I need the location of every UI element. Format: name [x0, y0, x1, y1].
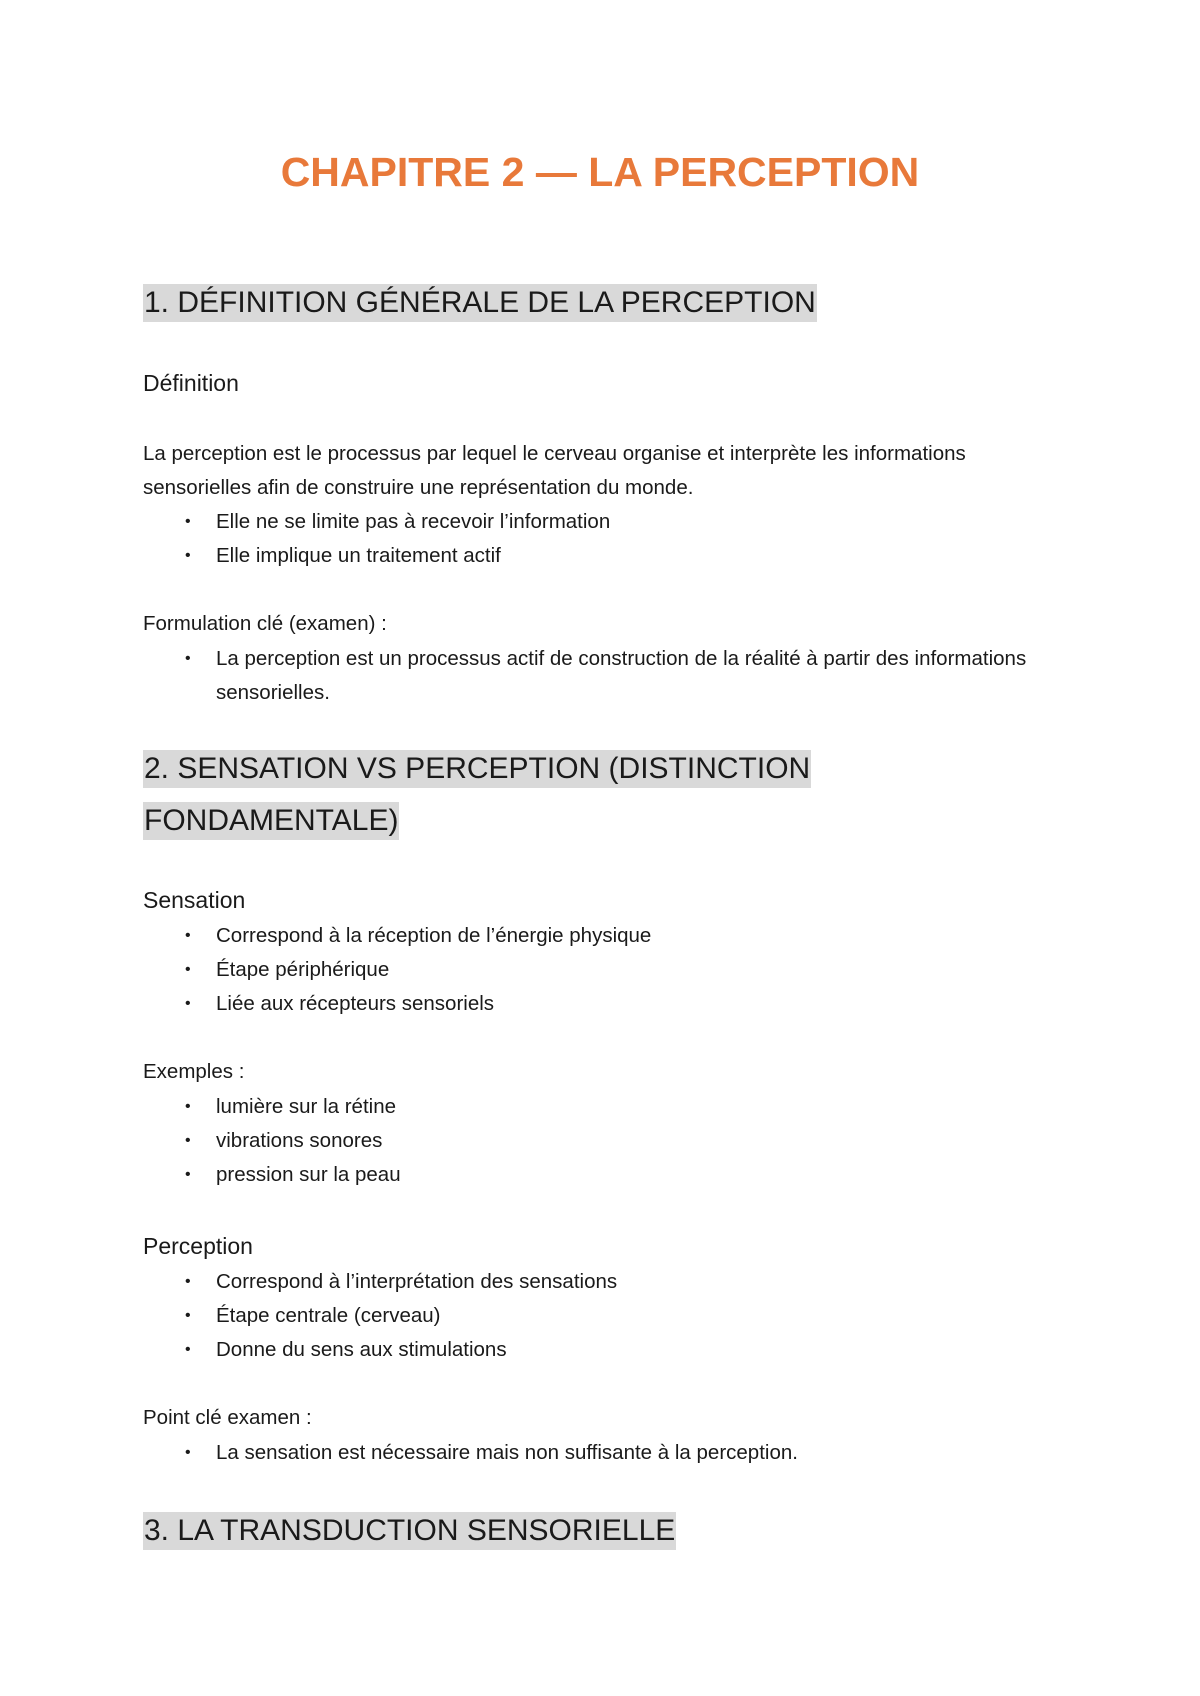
sensation-bullet-list	[143, 919, 1043, 1021]
bullet-icon: •	[185, 513, 191, 530]
definition-subheading: Définition	[143, 370, 239, 396]
section-1-heading	[143, 277, 817, 329]
list-item: • Liée aux récepteurs sensoriels	[143, 987, 1043, 1021]
list-item: • vibrations sonores	[143, 1124, 1043, 1158]
list-item: • Elle ne se limite pas à recevoir l’information	[143, 505, 1043, 539]
bullet-icon: •	[185, 961, 191, 978]
definition-bullet-list	[143, 505, 1043, 573]
bullet-icon: •	[185, 1341, 191, 1358]
list-item: • Correspond à la réception de l’énergie physique	[143, 919, 1043, 953]
list-item: • Étape périphérique	[143, 953, 1043, 987]
document-title: CHAPITRE 2 — LA PERCEPTION	[280, 149, 920, 195]
key-formulation-label: Formulation clé (examen) :	[143, 612, 387, 635]
bullet-icon: •	[185, 1132, 191, 1149]
list-item: • lumière sur la rétine	[143, 1090, 1043, 1124]
section-1-heading-text: 1. DÉFINITION GÉNÉRALE DE LA PERCEPTION	[143, 284, 817, 322]
list-item: • Elle implique un traitement actif	[143, 539, 1043, 573]
key-point-list	[143, 1436, 1043, 1470]
list-item: • Étape centrale (cerveau)	[143, 1299, 1043, 1333]
bullet-icon: •	[185, 995, 191, 1012]
key-formulation-list	[143, 642, 1043, 710]
definition-paragraph: La perception est le processus par lequel le cerveau organise et interprète les informations sensorielles afin de construire une représentation du monde.	[143, 442, 966, 499]
list-item: • pression sur la peau	[143, 1158, 1043, 1192]
bullet-icon: •	[185, 1307, 191, 1324]
list-item: • Donne du sens aux stimulations	[143, 1333, 1043, 1367]
bullet-icon: •	[185, 1273, 191, 1290]
bullet-icon: •	[185, 547, 191, 564]
bullet-icon: •	[185, 650, 191, 667]
section-3-heading-text: 3. LA TRANSDUCTION SENSORIELLE	[143, 1512, 676, 1550]
section-2-heading-text: 2. SENSATION VS PERCEPTION (DISTINCTION FONDAMENTALE)	[143, 750, 811, 840]
perception-bullet-list	[143, 1265, 1043, 1367]
bullet-icon: •	[185, 1166, 191, 1183]
examples-bullet-list	[143, 1090, 1043, 1192]
bullet-icon: •	[185, 927, 191, 944]
section-3-heading	[143, 1505, 676, 1557]
section-2-heading	[143, 743, 903, 847]
key-point-label: Point clé examen :	[143, 1406, 312, 1429]
list-item: • La perception est un processus actif de construction de la réalité à partir des informations sensorielles.	[143, 642, 1043, 710]
list-item: • La sensation est nécessaire mais non suffisante à la perception.	[143, 1436, 1043, 1470]
bullet-icon: •	[185, 1444, 191, 1461]
perception-subheading: Perception	[143, 1233, 253, 1259]
sensation-subheading: Sensation	[143, 887, 246, 913]
list-item: • Correspond à l’interprétation des sensations	[143, 1265, 1043, 1299]
examples-label: Exemples :	[143, 1060, 245, 1083]
bullet-icon: •	[185, 1098, 191, 1115]
